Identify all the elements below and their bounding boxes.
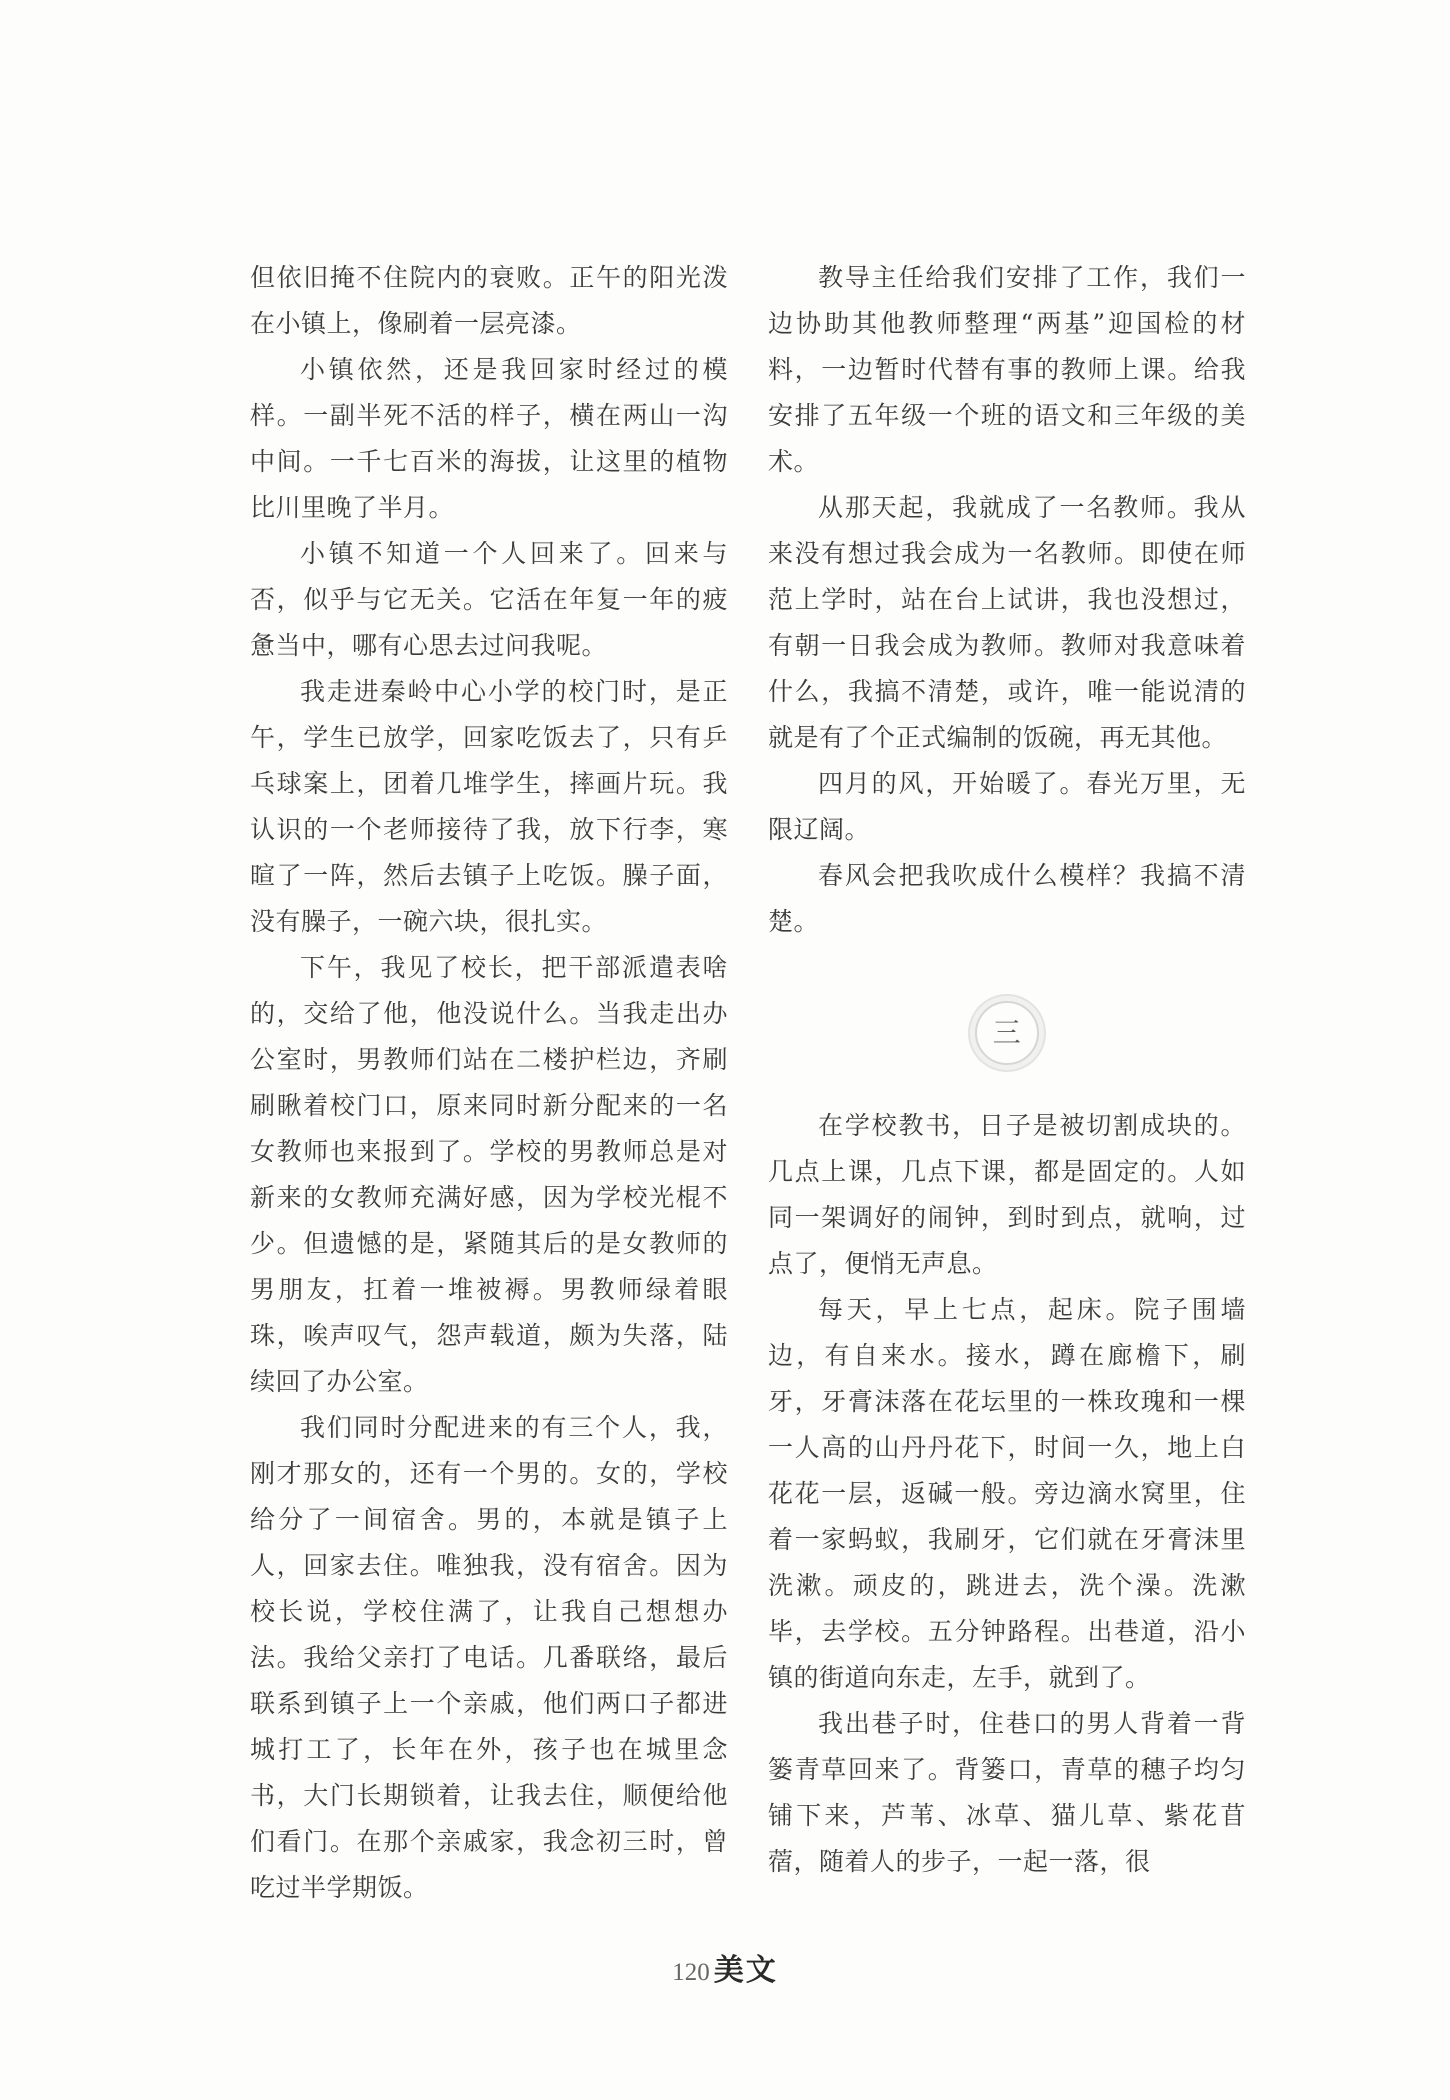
section-number: 三 [992, 1016, 1022, 1049]
right-column [768, 255, 1246, 1885]
paragraph: 小镇不知道一个人回来了。回来与否，似乎与它无关。它活在年复一年的疲惫当中，哪有心思去过问我呢。 [250, 539, 728, 660]
left-column [250, 255, 728, 1911]
magazine-logo: 美文 [713, 1953, 778, 1988]
paragraph: 在学校教书，日子是被切割成块的。几点上课，几点下课，都是固定的。人如同一架调好的闹钟，到时到点，就响，过点了，便悄无声息。 [768, 1111, 1246, 1278]
section-number-badge [975, 1001, 1039, 1065]
paragraph: 从那天起，我就成了一名教师。我从来没有想过我会成为一名教师。即使在师范上学时，站在台上试讲，我也没想过，有朝一日我会成为教师。教师对我意味着什么，我搞不清楚，或许，唯一能说清的就是有了个正式编制的饭碗，再无其他。 [768, 493, 1246, 752]
paragraph: 四月的风，开始暖了。春光万里，无限辽阔。 [768, 769, 1246, 844]
paragraph: 我们同时分配进来的有三个人，我，刚才那女的，还有一个男的。女的，学校给分了一间宿舍。男的，本就是镇子上人，回家去住。唯独我，没有宿舍。因为校长说，学校住满了，让我自己想想办法。我给父亲打了电话。几番联络，最后联系到镇子上一个亲戚，他们两口子都进城打工了，长年在外，孩子也在城里念书，大门长期锁着，让我去住，顺便给他们看门。在那个亲戚家，我念初三时，曾吃过半学期饭。 [250, 1413, 728, 1902]
paragraph: 但依旧掩不住院内的衰败。正午的阳光泼在小镇上，像刷着一层亮漆。 [250, 263, 728, 338]
paragraph: 春风会把我吹成什么模样？我搞不清楚。 [768, 861, 1246, 936]
page-footer [0, 1945, 1450, 1989]
page-number: 120 [672, 1959, 710, 1986]
paragraph: 我出巷子时，住巷口的男人背着一背篓青草回来了。背篓口，青草的穗子均匀铺下来，芦苇、冰草、猫儿草、紫花苜蓿，随着人的步子，一起一落，很 [768, 1709, 1246, 1876]
paragraph: 下午，我见了校长，把干部派遣表啥的，交给了他，他没说什么。当我走出办公室时，男教师们站在二楼护栏边，齐刷刷瞅着校门口，原来同时新分配来的一名女教师也来报到了。学校的男教师总是对新来的女教师充满好感，因为学校光棍不少。但遗憾的是，紧随其后的是女教师的男朋友，扛着一堆被褥。男教师绿着眼珠，唉声叹气，怨声载道，颇为失落，陆续回了办公室。 [250, 953, 728, 1396]
paragraph: 小镇依然，还是我回家时经过的模样。一副半死不活的样子，横在两山一沟中间。一千七百米的海拔，让这里的植物比川里晚了半月。 [250, 355, 728, 522]
paragraph: 教导主任给我们安排了工作，我们一边协助其他教师整理“两基”迎国检的材料，一边暂时代替有事的教师上课。给我安排了五年级一个班的语文和三年级的美术。 [768, 263, 1246, 476]
paragraph: 每天，早上七点，起床。院子围墙边，有自来水。接水，蹲在廊檐下，刷牙，牙膏沫落在花坛里的一株玫瑰和一棵一人高的山丹丹花下，时间一久，地上白花花一层，返碱一般。旁边滴水窝里，住着一家蚂蚁，我刷牙，它们就在牙膏沫里洗漱。顽皮的，跳进去，洗个澡。洗漱毕，去学校。五分钟路程。出巷道，沿小镇的街道向东走，左手，就到了。 [768, 1295, 1246, 1692]
paragraph: 我走进秦岭中心小学的校门时，是正午，学生已放学，回家吃饭去了，只有乒乓球案上，团着几堆学生，摔画片玩。我认识的一个老师接待了我，放下行李，寒暄了一阵，然后去镇子上吃饭。臊子面，没有臊子，一碗六块，很扎实。 [250, 677, 728, 936]
section-divider [768, 985, 1246, 1081]
